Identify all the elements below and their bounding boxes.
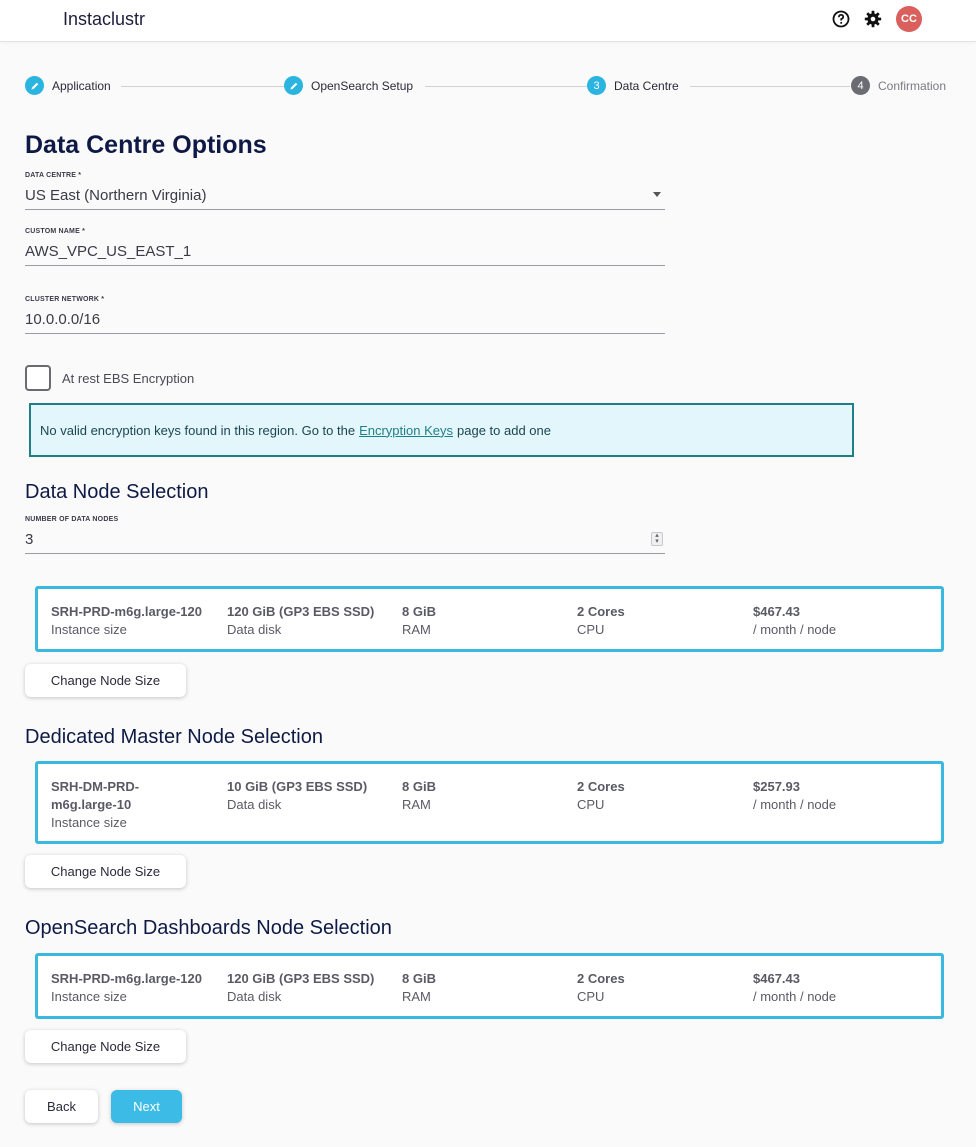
alert-text: No valid encryption keys found in this region. Go to the — [40, 422, 356, 438]
instance-label: Instance size — [51, 989, 127, 1004]
step-opensearch-setup[interactable] — [284, 76, 419, 95]
instance-value: SRH-PRD-m6g.large-120 — [51, 604, 202, 619]
disk-label: Data disk — [227, 989, 282, 1004]
encryption-keys-link[interactable]: Encryption Keys — [359, 422, 454, 438]
instance-label: Instance size — [51, 622, 127, 637]
ram-label: RAM — [402, 622, 431, 637]
gear-icon[interactable] — [864, 10, 882, 28]
header-actions — [832, 6, 922, 32]
encryption-alert — [29, 403, 854, 457]
disk-label: Data disk — [227, 797, 282, 812]
user-avatar[interactable]: CC — [896, 6, 922, 32]
change-data-node-size-button[interactable]: Change Node Size — [25, 664, 186, 697]
disk-value: 120 GiB (GP3 EBS SSD) — [227, 971, 375, 986]
data-node-title: Data Node Selection — [25, 481, 209, 503]
step-number: 4 — [851, 76, 870, 95]
data-disk — [227, 778, 367, 814]
field-value: 10.0.0.0/16 — [25, 311, 101, 328]
ram-value: 8 GiB — [402, 779, 436, 794]
price-label: / month / node — [753, 989, 837, 1004]
field-label: CUSTOM NAME * — [25, 228, 86, 235]
cpu-label: CPU — [577, 797, 605, 812]
cpu-label: CPU — [577, 622, 605, 637]
step-label: Data Centre — [614, 78, 679, 93]
stepper-connector — [425, 86, 590, 87]
data-disk — [227, 603, 374, 639]
price — [753, 603, 836, 639]
data-node-card — [35, 586, 944, 652]
instance-value: SRH-DM-PRD- — [51, 779, 140, 794]
step-label: OpenSearch Setup — [311, 78, 414, 93]
ram-value: 8 GiB — [402, 604, 436, 619]
instance-size — [51, 778, 139, 832]
ram-label: RAM — [402, 989, 431, 1004]
price-label: / month / node — [753, 622, 837, 637]
master-node-title: Dedicated Master Node Selection — [25, 726, 323, 748]
disk-label: Data disk — [227, 622, 282, 637]
ram — [402, 603, 436, 639]
cpu-value: 2 Cores — [577, 971, 625, 986]
disk-value: 120 GiB (GP3 EBS SSD) — [227, 604, 375, 619]
step-number: 3 — [587, 76, 606, 95]
price-value: $467.43 — [753, 971, 800, 986]
data-centre-select[interactable] — [25, 172, 665, 210]
step-label: Application — [52, 78, 111, 93]
step-data-centre[interactable] — [587, 76, 685, 95]
ram-label: RAM — [402, 797, 431, 812]
price — [753, 778, 836, 814]
field-label: NUMBER OF DATA NODES — [25, 516, 119, 523]
ebs-encryption-row — [25, 365, 194, 391]
price-label: / month / node — [753, 797, 837, 812]
disk-value: 10 GiB (GP3 EBS SSD) — [227, 779, 368, 794]
cpu-value: 2 Cores — [577, 604, 625, 619]
step-application[interactable] — [25, 76, 117, 95]
ram-value: 8 GiB — [402, 971, 436, 986]
field-value: 3 — [25, 531, 34, 548]
cpu-value: 2 Cores — [577, 779, 625, 794]
field-label: DATA CENTRE * — [25, 172, 82, 179]
change-master-node-size-button[interactable]: Change Node Size — [25, 855, 186, 888]
price — [753, 970, 836, 1006]
data-node-count-input[interactable] — [25, 516, 665, 554]
pencil-icon — [284, 76, 303, 95]
change-dashboards-node-size-button[interactable]: Change Node Size — [25, 1030, 186, 1063]
field-value: US East (Northern Virginia) — [25, 187, 207, 204]
back-button[interactable]: Back — [25, 1090, 98, 1123]
stepper-connector — [690, 86, 850, 87]
data-disk — [227, 970, 374, 1006]
cluster-network-input[interactable] — [25, 296, 665, 334]
instance-size — [51, 603, 202, 639]
number-stepper-icon[interactable]: ▴ ▾ — [651, 532, 663, 546]
top-bar — [0, 0, 976, 42]
instance-value: m6g.large-10 — [51, 797, 132, 812]
wizard-stepper — [25, 76, 955, 96]
alert-text: page to add one — [457, 422, 551, 438]
stepper-connector — [121, 86, 291, 87]
custom-name-input[interactable] — [25, 228, 665, 266]
pencil-icon — [25, 76, 44, 95]
help-icon[interactable] — [832, 10, 850, 28]
cpu — [577, 970, 625, 1006]
next-button[interactable]: Next — [111, 1090, 182, 1123]
instance-label: Instance size — [51, 815, 127, 830]
step-label: Confirmation — [878, 78, 947, 93]
ebs-encryption-checkbox[interactable] — [25, 365, 51, 391]
ram — [402, 778, 436, 814]
master-node-card — [35, 761, 944, 844]
checkbox-label: At rest EBS Encryption — [62, 370, 195, 386]
price-value: $467.43 — [753, 604, 800, 619]
chevron-down-icon[interactable] — [653, 192, 661, 197]
cpu-label: CPU — [577, 989, 605, 1004]
cpu — [577, 603, 625, 639]
instance-size — [51, 970, 202, 1006]
dashboards-node-title: OpenSearch Dashboards Node Selection — [25, 917, 392, 939]
cpu — [577, 778, 625, 814]
instance-value: SRH-PRD-m6g.large-120 — [51, 971, 202, 986]
ram — [402, 970, 436, 1006]
field-value: AWS_VPC_US_EAST_1 — [25, 243, 192, 260]
price-value: $257.93 — [753, 779, 800, 794]
brand-name[interactable]: Instaclustr — [63, 9, 146, 29]
field-label: CLUSTER NETWORK * — [25, 296, 105, 303]
step-confirmation[interactable] — [851, 76, 952, 95]
dashboards-node-card — [35, 953, 944, 1019]
page-title: Data Centre Options — [25, 131, 267, 159]
